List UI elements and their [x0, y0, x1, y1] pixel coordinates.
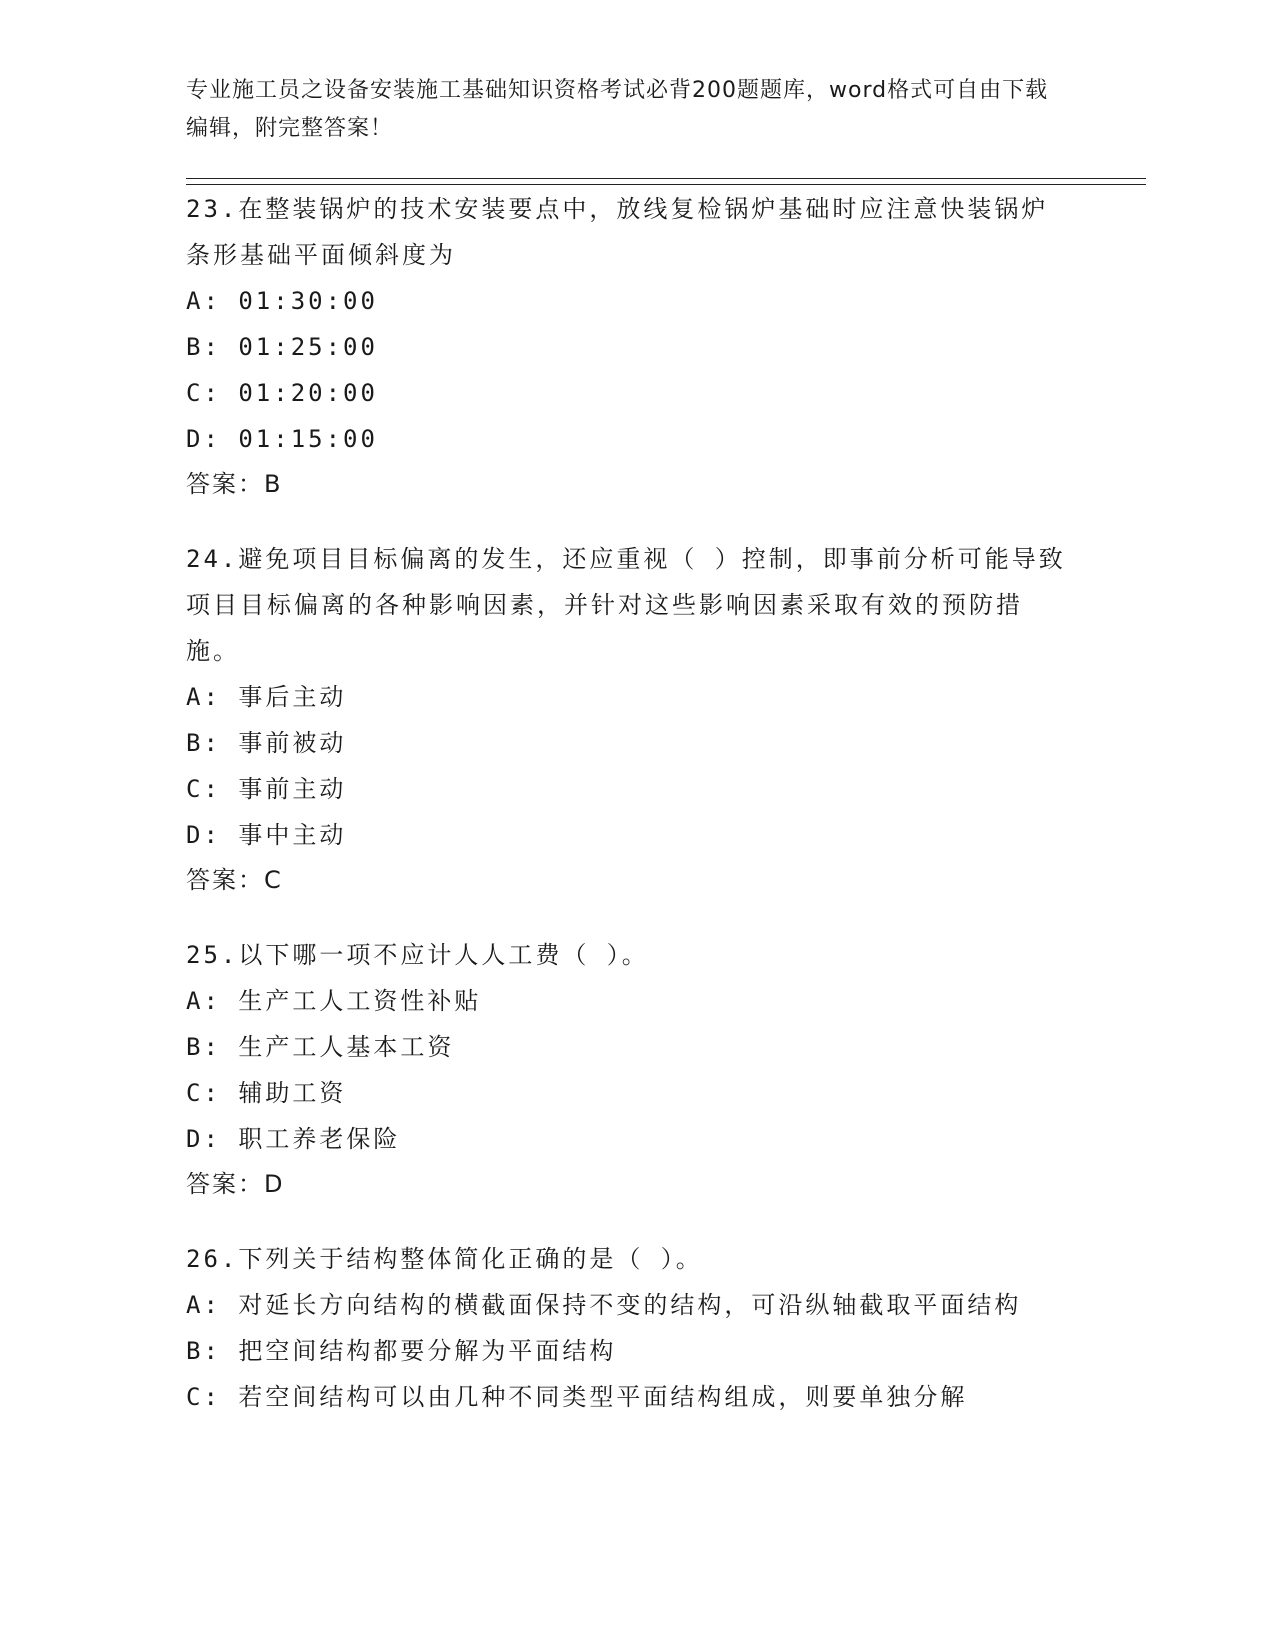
document-header: 专业施工员之设备安装施工基础知识资格考试必背200题题库，word格式可自由下载编辑，附完整答案！: [186, 78, 1049, 141]
option-d: D: 01:15:00: [186, 425, 378, 453]
option-a: A: 事后主动: [186, 683, 347, 711]
answer: 答案：C: [186, 866, 283, 894]
question-stem: 24.避免项目目标偏离的发生，还应重视（ ）控制，即事前分析可能导致项目目标偏离的各种影响因素，并针对这些影响因素采取有效的预防措施。: [186, 545, 1066, 665]
option-a: A: 01:30:00: [186, 287, 378, 315]
question-26: [186, 1236, 1066, 1420]
option-b: B: 01:25:00: [186, 333, 378, 361]
question-25: [186, 932, 1066, 1206]
option-c: C: 事前主动: [186, 775, 347, 803]
option-b: B: 生产工人基本工资: [186, 1033, 455, 1061]
question-stem: 25.以下哪一项不应计人人工费（ ）。: [186, 941, 649, 969]
option-d: D: 职工养老保险: [186, 1125, 401, 1153]
option-c: C: 辅助工资: [186, 1079, 347, 1107]
option-a: A: 生产工人工资性补贴: [186, 987, 482, 1015]
option-b: B: 把空间结构都要分解为平面结构: [186, 1337, 617, 1365]
question-stem: 26.下列关于结构整体简化正确的是（ ）。: [186, 1245, 703, 1273]
answer: 答案：D: [186, 1170, 285, 1198]
answer: 答案：B: [186, 470, 283, 498]
option-b: B: 事前被动: [186, 729, 347, 757]
option-d: D: 事中主动: [186, 821, 347, 849]
question-stem: 23.在整装锅炉的技术安装要点中，放线复检锅炉基础时应注意快装锅炉条形基础平面倾斜度为: [186, 195, 1049, 269]
question-23: [186, 186, 1066, 506]
option-a: A: 对延长方向结构的横截面保持不变的结构，可沿纵轴截取平面结构: [186, 1291, 1022, 1319]
header-rule-top: [186, 178, 1146, 179]
header-rule-bottom: [186, 184, 1146, 185]
option-c: C: 若空间结构可以由几种不同类型平面结构组成，则要单独分解: [186, 1383, 968, 1411]
question-list: [186, 186, 1066, 1450]
question-24: [186, 536, 1066, 902]
option-c: C: 01:20:00: [186, 379, 378, 407]
